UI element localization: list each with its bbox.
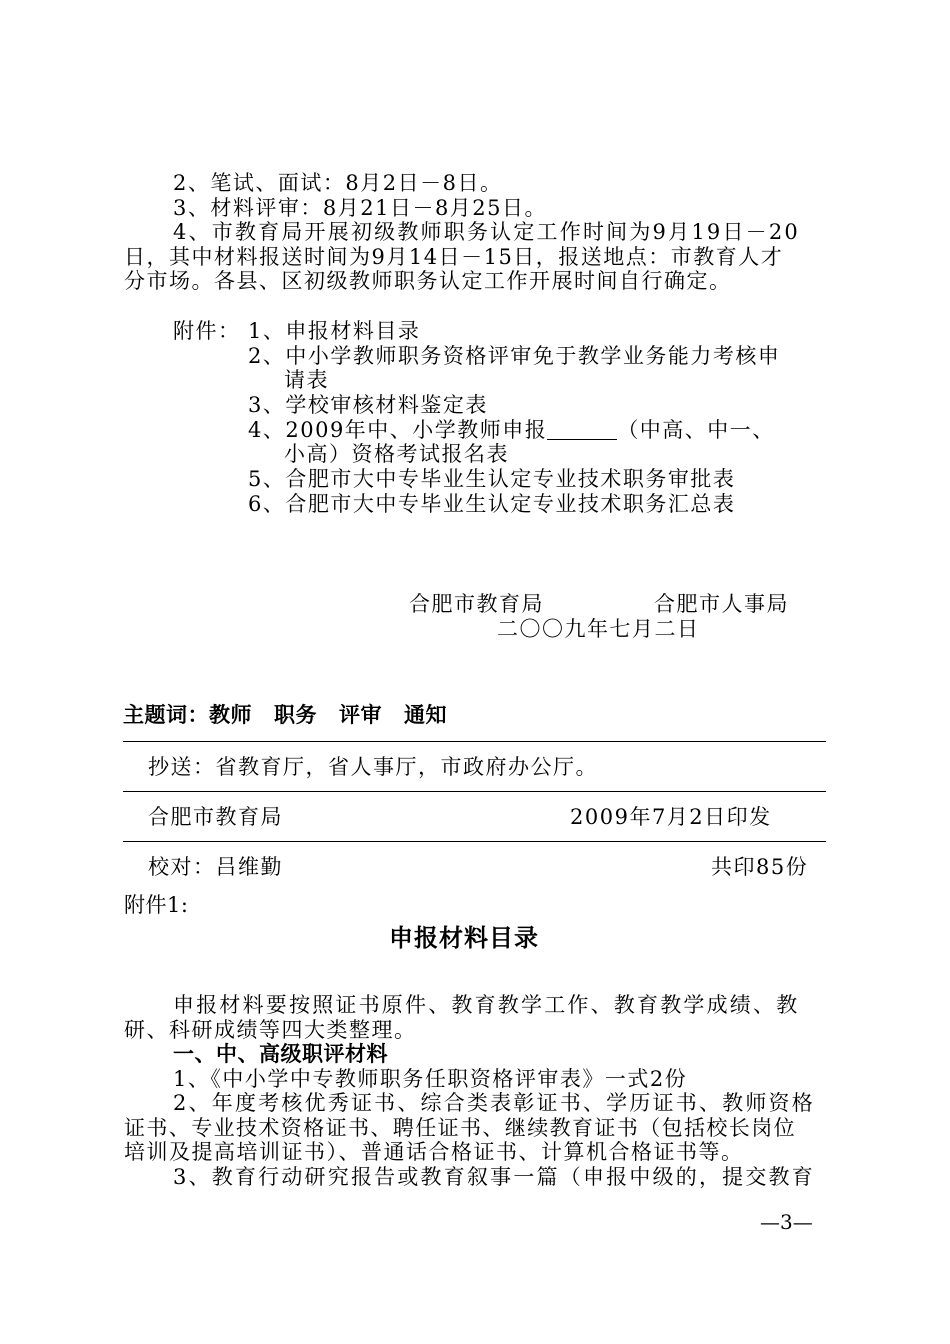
body-line-2: 3、材料评审：8月21日－8月25日。 (173, 196, 548, 220)
subject-word: 教师 (209, 703, 252, 727)
attachment-5: 5、合肥市大中专毕业生认定专业技术职务审批表 (248, 467, 736, 491)
attachment-4-suffix: （中高、中一、 (617, 418, 775, 442)
proofreader: 校对：吕维勤 (148, 855, 283, 879)
attachment-4-line-1 (248, 418, 775, 442)
attachment-6: 6、合肥市大中专毕业生认定专业技术职务汇总表 (248, 492, 736, 516)
divider-rule (123, 791, 826, 792)
item-2-line-1: 2、年度考核优秀证书、综合类表彰证书、学历证书、教师资格 (173, 1091, 815, 1115)
item-2-line-2: 证书、专业技术资格证书、聘任证书、继续教育证书（包括校长岗位 (124, 1116, 796, 1140)
subject-word: 职务 (274, 703, 317, 727)
section-heading: 一、中、高级职评材料 (173, 1042, 388, 1066)
appendix-para-line-2: 研、科研成绩等四大类整理。 (124, 1018, 417, 1042)
attachment-4-prefix: 4、2009年中、小学教师申报 (248, 418, 548, 442)
item-2-line-3: 培训及提高培训证书）、普通话合格证书、计算机合格证书等。 (124, 1140, 744, 1164)
signature-org-2: 合肥市人事局 (654, 592, 789, 616)
subject-words (123, 703, 447, 727)
body-line-5: 分市场。各县、区初级教师职务认定工作开展时间自行确定。 (124, 269, 732, 293)
attachment-2-line-1: 2、中小学教师职务资格评审免于教学业务能力考核申 (248, 344, 781, 368)
attachment-2-line-2: 请表 (284, 368, 329, 392)
blank-underline (547, 419, 617, 440)
issue-date: 2009年7月2日印发 (570, 805, 772, 829)
copies-count: 共印85份 (711, 855, 809, 879)
signature-date: 二〇〇九年七月二日 (497, 617, 700, 641)
appendix-label: 附件1: (124, 893, 189, 917)
subject-word: 通知 (404, 703, 447, 727)
item-3: 3、教育行动研究报告或教育叙事一篇（申报中级的，提交教育 (173, 1165, 815, 1189)
attachment-1: 1、申报材料目录 (248, 319, 421, 343)
divider-rule (123, 841, 826, 842)
attachments-label: 附件： (173, 319, 241, 343)
item-1: 1、《中小学中专教师职务任职资格评审表》一式2份 (173, 1067, 688, 1091)
body-line-3: 4、市教育局开展初级教师职务认定工作时间为9月19日－20 (173, 220, 800, 244)
subject-label: 主题词： (123, 703, 209, 727)
body-line-4: 日，其中材料报送时间为9月14日－15日，报送地点：市教育人才 (124, 245, 784, 269)
cc-line: 抄送：省教育厅，省人事厅，市政府办公厅。 (148, 755, 598, 779)
page-number: —3— (760, 1210, 813, 1234)
signature-org-1: 合肥市教育局 (409, 592, 544, 616)
issuer: 合肥市教育局 (148, 805, 283, 829)
subject-word: 评审 (339, 703, 382, 727)
appendix-para-line-1: 申报材料要按照证书原件、教育教学工作、教育教学成绩、教 (173, 993, 800, 1017)
body-line-1: 2、笔试、面试：8月2日－8日。 (173, 171, 503, 195)
divider-rule (123, 741, 826, 742)
attachment-3: 3、学校审核材料鉴定表 (248, 393, 488, 417)
appendix-title: 申报材料目录 (389, 924, 539, 952)
attachment-4-line-2: 小高）资格考试报名表 (284, 442, 509, 466)
